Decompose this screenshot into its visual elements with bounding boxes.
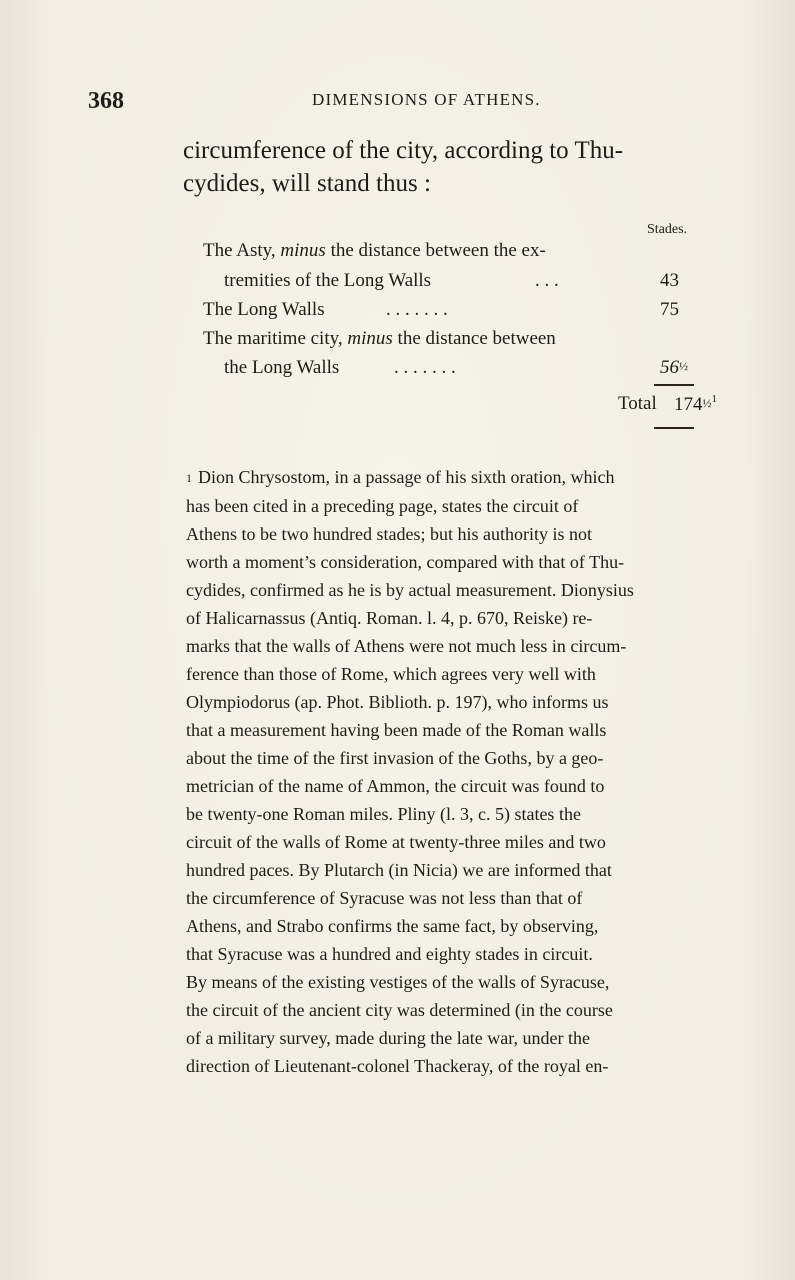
- footnote-line: marks that the walls of Athens were not much less in circum-: [186, 636, 627, 656]
- footnote-line: 1 Dion Chrysostom, in a passage of his sixth oration, which: [186, 467, 615, 487]
- leader-dots: . . . . . . .: [386, 299, 448, 320]
- running-title: DIMENSIONS OF ATHENS.: [312, 90, 541, 109]
- footnote-line: that a measurement having been made of the Roman walls: [186, 720, 607, 740]
- footnote-line: of Halicarnassus (Antiq. Roman. l. 4, p. 670, Reiske) re-: [186, 608, 593, 628]
- row-label-continuation: tremities of the Long Walls: [224, 270, 432, 291]
- total-value: 174½$^1$: [674, 393, 717, 415]
- footnote-line: By means of the existing vestiges of the walls of Syracuse,: [186, 972, 610, 992]
- table-row-long-walls: [0, 299, 795, 329]
- table-row-asty: [0, 240, 795, 270]
- footnote-marker: 1: [186, 471, 192, 485]
- table-row-asty-continuation: [0, 270, 795, 300]
- sum-rule: [654, 384, 694, 386]
- footnote-line: the circuit of the ancient city was determined (in the course: [186, 1000, 613, 1020]
- intro-paragraph: [183, 134, 723, 200]
- row-label: The maritime city, minus the distance between: [203, 328, 556, 349]
- footnote: [186, 463, 726, 1080]
- row-label: The Long Walls: [203, 299, 325, 320]
- footnote-line: about the time of the first invasion of the Goths, by a geo-: [186, 748, 604, 768]
- row-value: 56½: [660, 357, 688, 378]
- footnote-line: worth a moment’s consideration, compared with that of Thu-: [186, 552, 625, 572]
- page-number: 368: [88, 88, 124, 114]
- footnote-line: that Syracuse was a hundred and eighty stades in circuit.: [186, 944, 593, 964]
- footnote-line: direction of Lieutenant-colonel Thackeray, of the royal en-: [186, 1056, 609, 1076]
- footnote-line: metrician of the name of Ammon, the circuit was found to: [186, 776, 605, 796]
- footnote-line: hundred paces. By Plutarch (in Nicia) we are informed that: [186, 860, 612, 880]
- row-label: The Asty, minus the distance between the ex-: [203, 240, 546, 261]
- footnote-line: the circumference of Syracuse was not less than that of: [186, 888, 583, 908]
- footnote-line: be twenty-one Roman miles. Pliny (l. 3, c. 5) states the: [186, 804, 581, 824]
- leader-dots: . . . . . . .: [394, 357, 456, 378]
- total-label: Total: [618, 393, 657, 414]
- table-row-maritime-city: [0, 328, 795, 358]
- footnote-line: Athens, and Strabo confirms the same fact, by observing,: [186, 916, 599, 936]
- intro-line: circumference of the city, according to Thu-: [183, 137, 624, 164]
- closing-rule: [654, 427, 694, 429]
- row-label-continuation: the Long Walls: [224, 357, 340, 378]
- row-value: 43: [660, 270, 679, 291]
- intro-line: cydides, will stand thus :: [183, 170, 431, 197]
- footnote-line: has been cited in a preceding page, states the circuit of: [186, 496, 579, 516]
- table-row-maritime-continuation: [0, 357, 795, 387]
- footnote-line: ference than those of Rome, which agrees very well with: [186, 664, 596, 684]
- stades-column-header: Stades.: [647, 222, 688, 237]
- footnote-line: Olympiodorus (ap. Phot. Biblioth. p. 197), who informs us: [186, 692, 609, 712]
- row-value: 75: [660, 299, 679, 320]
- page-header: [88, 88, 708, 116]
- footnote-reference: 1: [711, 393, 717, 405]
- footnote-line: Athens to be two hundred stades; but his authority is not: [186, 524, 592, 544]
- footnote-line: circuit of the walls of Rome at twenty-three miles and two: [186, 832, 606, 852]
- total-row: [0, 393, 795, 423]
- footnote-line: of a military survey, made during the late war, under the: [186, 1028, 590, 1048]
- leader-dots: . . .: [535, 270, 559, 291]
- footnote-line: cydides, confirmed as he is by actual measurement. Dionysius: [186, 580, 634, 600]
